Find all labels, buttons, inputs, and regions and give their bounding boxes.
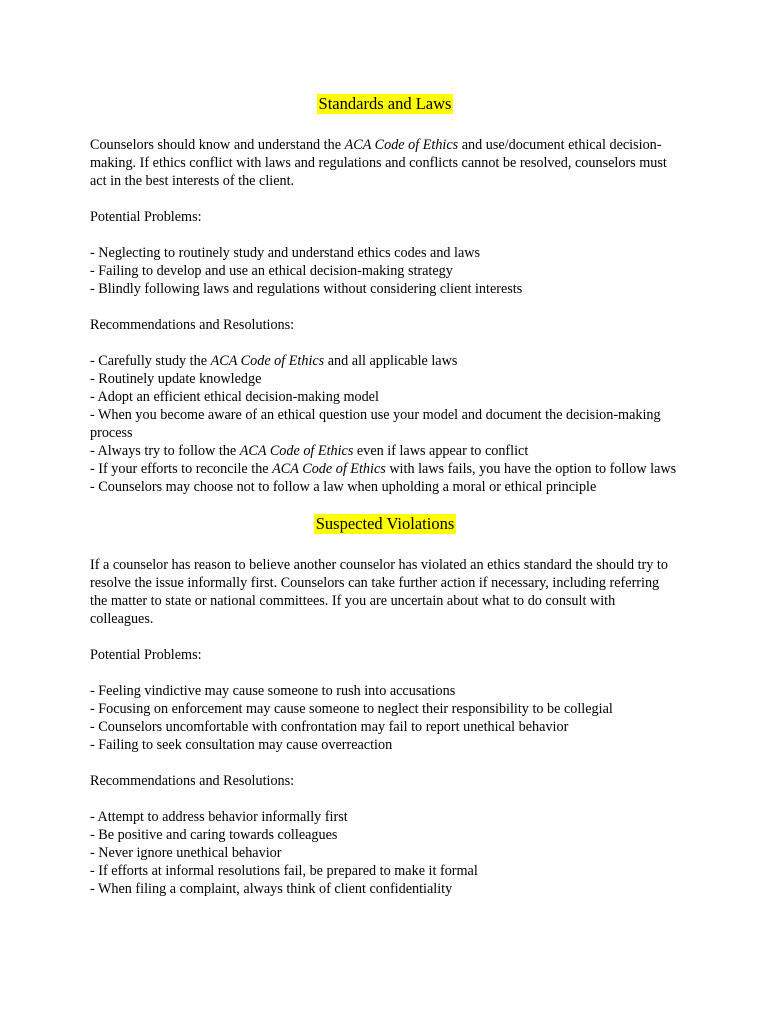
list-item-italic: ACA Code of Ethics	[272, 461, 386, 477]
section-heading-standards-and-laws: Standards and Laws	[318, 94, 452, 113]
list-item	[90, 478, 680, 496]
list-item	[90, 442, 680, 460]
section-heading-suspected-violations: Suspected Violations	[315, 514, 455, 533]
list-item-text: - If your efforts to reconcile the	[90, 461, 273, 477]
list-item-text: even if laws appear to conflict	[353, 443, 529, 459]
list-item: - Be positive and caring towards colleagues	[90, 827, 338, 843]
intro-text-start: Counselors should know and understand the	[90, 137, 345, 153]
list-item: - When filing a complaint, always think of client confidentiality	[90, 881, 453, 897]
list-item-text: - Counselors may choose not to follow a law when upholding a moral or ethical principle	[90, 479, 597, 495]
intro-italic-code: ACA Code of Ethics	[344, 137, 459, 153]
recommendations-list	[90, 808, 680, 898]
list-item: - If efforts at informal resolutions fail, be prepared to make it formal	[90, 863, 478, 879]
section-heading-wrap	[90, 514, 680, 534]
intro-paragraph: If a counselor has reason to believe another counselor has violated an ethics standard the should try to resolve the issue informally first. Counselors can take further action if necessary, including referring the matter to state or national committees. If you are uncertain about what to do consult with colleagues.	[90, 557, 668, 627]
list-item-text: - Always try to follow the	[90, 443, 240, 459]
problems-label: Potential Problems:	[90, 209, 202, 225]
list-item: - Never ignore unethical behavior	[90, 845, 282, 861]
list-item-italic: ACA Code of Ethics	[210, 353, 325, 369]
list-item: - Counselors uncomfortable with confrontation may fail to report unethical behavior	[90, 719, 569, 735]
list-item: - Failing to seek consultation may cause overreaction	[90, 737, 393, 753]
list-item: - Blindly following laws and regulations without considering client interests	[90, 281, 523, 297]
list-item: - Failing to develop and use an ethical decision-making strategy	[90, 263, 453, 279]
list-item	[90, 460, 680, 478]
list-item: - Focusing on enforcement may cause someone to neglect their responsibility to be collegial	[90, 701, 613, 717]
list-item: - Neglecting to routinely study and understand ethics codes and laws	[90, 245, 481, 261]
list-item-text: - Adopt an efficient ethical decision-making model	[90, 389, 379, 405]
list-item-text: - Routinely update knowledge	[90, 371, 262, 387]
intro-paragraph	[90, 136, 680, 190]
intro-text-end: and use/document ethical decision-making. If ethics conflict with laws and regulations and conflicts cannot be resolved, counselors must act in the best interests of the client.	[90, 137, 667, 189]
list-item	[90, 406, 680, 442]
problems-list	[90, 682, 680, 754]
list-item: - Feeling vindictive may cause someone to rush into accusations	[90, 683, 456, 699]
list-item-text: - Carefully study the	[90, 353, 211, 369]
recommendations-list	[90, 352, 680, 496]
list-item	[90, 352, 680, 370]
list-item	[90, 370, 680, 388]
problems-list	[90, 244, 680, 298]
list-item-text: - When you become aware of an ethical question use your model and document the decision-making process	[90, 407, 661, 441]
recommendations-label: Recommendations and Resolutions:	[90, 773, 295, 789]
list-item-text: with laws fails, you have the option to follow laws	[385, 461, 677, 477]
list-item	[90, 388, 680, 406]
list-item-italic: ACA Code of Ethics	[239, 443, 354, 459]
list-item-text: and all applicable laws	[324, 353, 458, 369]
list-item: - Attempt to address behavior informally first	[90, 809, 348, 825]
problems-label: Potential Problems:	[90, 647, 202, 663]
section-heading-wrap	[90, 94, 680, 114]
document-content	[90, 86, 680, 898]
recommendations-label: Recommendations and Resolutions:	[90, 317, 295, 333]
